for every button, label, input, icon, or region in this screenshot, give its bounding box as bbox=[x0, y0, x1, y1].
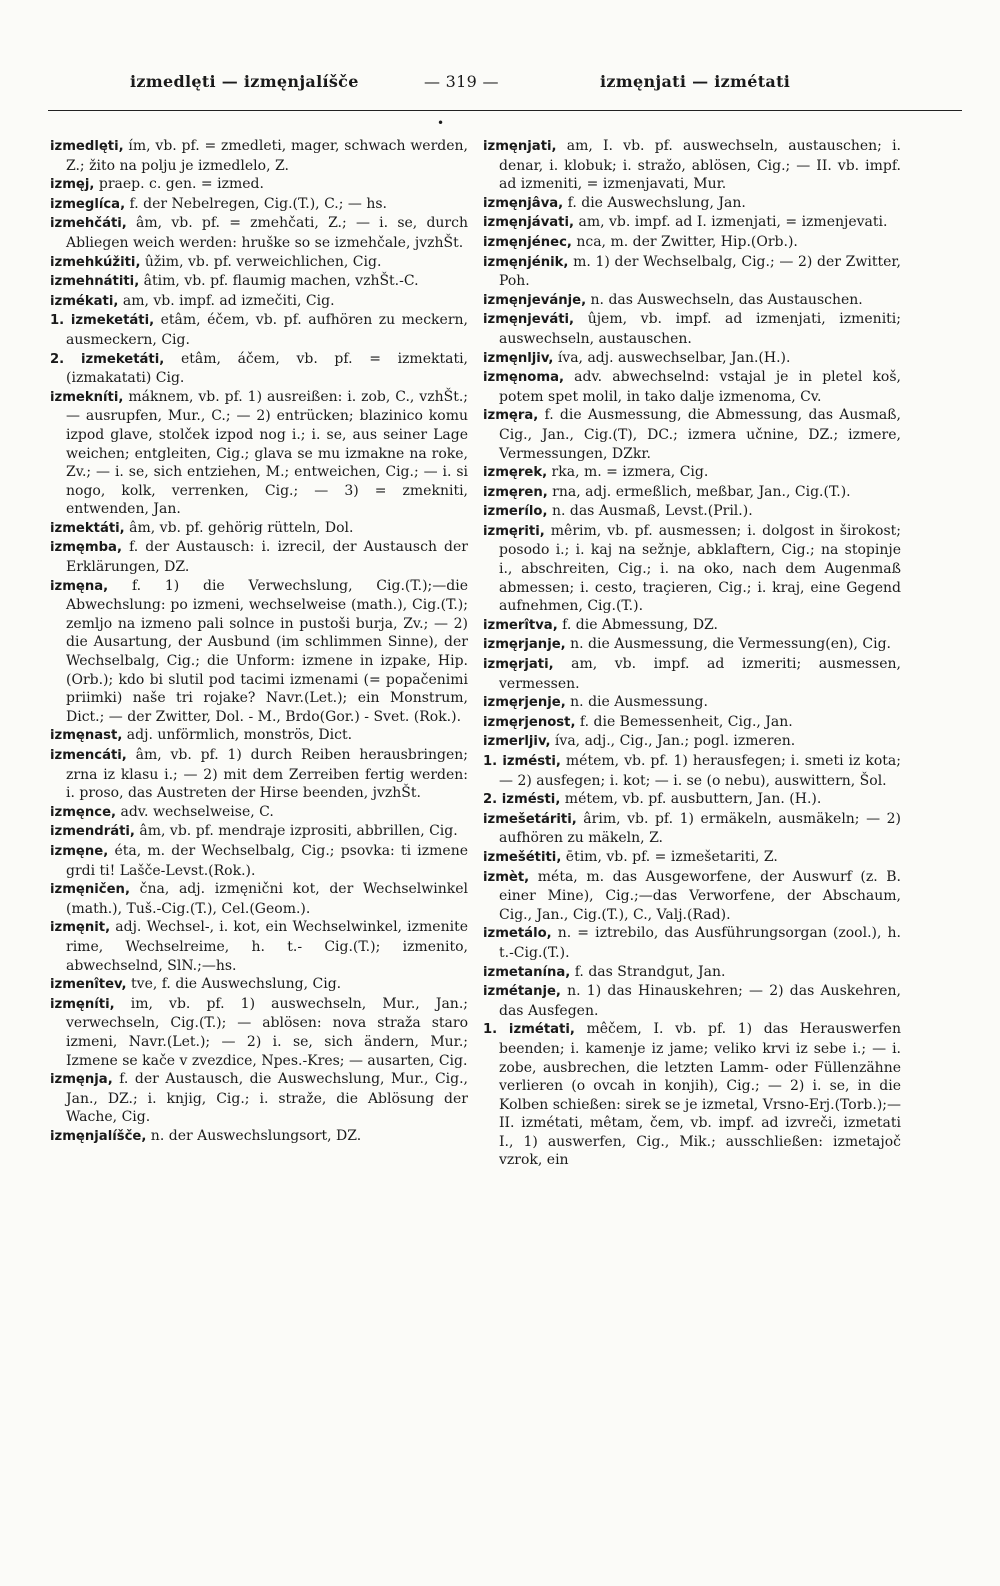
dictionary-entry bbox=[483, 848, 901, 868]
entry-definition: âm, vb. pf. gehörig rütteln, Dol. bbox=[124, 519, 354, 536]
dictionary-entry bbox=[50, 995, 468, 1070]
entry-headword: izmehnátiti, bbox=[50, 274, 140, 290]
dictionary-entry bbox=[483, 463, 901, 483]
entry-definition: adv. abwechselnd: vstajal je in pletel koš, potem spet molil, in tako dalje izmenoma, Cv. bbox=[499, 369, 901, 405]
entry-definition: n. der Auswechslungsort, DZ. bbox=[146, 1127, 362, 1144]
entry-headword: 1. izmésti, bbox=[483, 754, 561, 769]
header-rule bbox=[48, 110, 962, 111]
entry-definition: n. die Ausmessung, die Vermessung(en), Cig. bbox=[565, 636, 891, 653]
dictionary-entry bbox=[50, 842, 468, 880]
dictionary-entry bbox=[50, 195, 468, 215]
entry-definition: métem, vb. pf. 1) herausfegen; i. smeti iz kota; — 2) ausfegen; i. kot; — i. se (o nebu), auswittern, Šol. bbox=[499, 753, 901, 789]
entry-headword: izmęrek, bbox=[483, 465, 548, 481]
entry-headword: izmęničen, bbox=[50, 882, 130, 898]
dictionary-entry bbox=[483, 868, 901, 925]
entry-headword: izmęnjati, bbox=[483, 139, 557, 154]
dictionary-entry bbox=[483, 963, 901, 983]
entry-definition: ētim, vb. pf. = izmešetariti, Z. bbox=[561, 848, 778, 865]
entry-definition: n. die Ausmessung. bbox=[565, 694, 708, 711]
entry-definition: éta, m. der Wechselbalg, Cig.; psovka: ti izmene grdi ti! Lašče-Levst.(Rok.). bbox=[66, 842, 468, 879]
dictionary-entry bbox=[50, 214, 468, 252]
entry-definition: méta, m. das Ausgeworfene, der Auswurf (z. B. einer Mine), Cig.;—das Verworfene, der Abschaum, Cig., Jan., Cig.(T.), C., Valj.(Rad). bbox=[499, 868, 901, 923]
bullet-mark: • bbox=[437, 116, 445, 130]
dictionary-entry bbox=[50, 880, 468, 918]
entry-headword: izmehkúžiti, bbox=[50, 254, 141, 270]
dictionary-entry bbox=[50, 726, 468, 746]
dictionary-entry bbox=[50, 803, 468, 823]
entry-headword: izmęne, bbox=[50, 843, 109, 859]
dictionary-entry bbox=[483, 502, 901, 522]
entry-headword: 1. izmeketáti, bbox=[50, 313, 155, 329]
entry-headword: izmęnit, bbox=[50, 920, 111, 936]
entry-definition: n. = iztrebilo, das Ausführungsorgan (zool.), h. t.-Cig.(T.). bbox=[499, 925, 901, 961]
entry-definition: âtim, vb. pf. flaumig machen, vzhŠt.-C. bbox=[139, 273, 419, 290]
entry-headword: izmęnjâva, bbox=[483, 195, 564, 211]
header-left-guide-words: izmedlęti — izmęnjalíšče bbox=[130, 72, 359, 91]
dictionary-entry bbox=[483, 406, 901, 463]
entry-definition: am, vb. impf. ad izmeriti; ausmessen, vermessen. bbox=[499, 656, 901, 692]
entry-definition: n. das Ausmaß, Levst.(Pril.). bbox=[547, 503, 753, 520]
dictionary-entry bbox=[50, 311, 468, 349]
entry-headword: izmęnljiv, bbox=[483, 350, 554, 366]
entry-headword: izmęníti, bbox=[50, 996, 115, 1012]
entry-headword: izmęrjenost, bbox=[483, 714, 576, 730]
entry-headword: izmerîtva, bbox=[483, 617, 558, 633]
dictionary-entry bbox=[483, 253, 901, 291]
entry-definition: praep. c. gen. = izmed. bbox=[94, 176, 264, 193]
entry-headword: izmencáti, bbox=[50, 748, 127, 763]
entry-headword: izmerílo, bbox=[483, 504, 548, 520]
entry-headword: izmęj, bbox=[50, 177, 95, 193]
dictionary-entry bbox=[483, 616, 901, 636]
entry-definition: čna, adj. izmęnični kot, der Wechselwinkel (math.), Tuš.-Cig.(T.), Cel.(Geom.). bbox=[66, 881, 468, 917]
entry-definition: etâm, áčem, vb. pf. = izmektati, (izmakatati) Cig. bbox=[66, 350, 469, 387]
entry-definition: ûžim, vb. pf. verweichlichen, Cig. bbox=[140, 253, 382, 270]
entry-headword: izmendráti, bbox=[50, 824, 135, 840]
entry-definition: máknem, vb. pf. 1) ausreißen: i. zob, C., vzhŠt.; — ausrupfen, Mur., C.; — 2) entrücken; blazinico komu izpod glave, stolček izpod nog i.; i. se, aus seiner Lage weichen; entgleiten, Cig.; glava se mu izmakne na roke, Zv.; — i. se, sich entziehen, M.; entweichen, Cig.; — i. si nogo, kolk, verrenken, Cig.; — 3) = zmekniti, entwenden, Jan. bbox=[66, 388, 468, 518]
entry-definition: am, vb. impf. ad izmečiti, Cig. bbox=[118, 292, 335, 309]
dictionary-entry bbox=[483, 483, 901, 503]
entry-headword: izmęra, bbox=[483, 408, 539, 424]
dictionary-entry bbox=[483, 732, 901, 752]
entry-headword: 1. izmétati, bbox=[483, 1022, 575, 1038]
entry-headword: izmęriti, bbox=[483, 523, 545, 539]
entry-headword: izmęnjénik, bbox=[483, 254, 569, 270]
dictionary-entry bbox=[50, 292, 468, 312]
entry-definition: rna, adj. ermeßlich, meßbar, Jan., Cig.(T.). bbox=[547, 483, 851, 500]
right-column bbox=[483, 137, 901, 1170]
entry-headword: izmęnja, bbox=[50, 1072, 113, 1088]
dictionary-entry bbox=[50, 822, 468, 842]
dictionary-entry bbox=[483, 349, 901, 369]
entry-definition: íva, adj., Cig., Jan.; pogl. izmeren. bbox=[550, 733, 796, 750]
dictionary-entry bbox=[50, 1070, 468, 1127]
entry-definition: am, I. vb. pf. auswechseln, austauschen; i. denar, i. klobuk; i. stražo, ablösen, Cig.; — II. vb. impf. ad izmeniti, = izmenjavati, Mur. bbox=[499, 138, 901, 193]
entry-headword: izmęrjenje, bbox=[483, 695, 566, 711]
entry-definition: âm, vb. pf. 1) durch Reiben herausbringen; zrna iz klasu i.; — 2) mit dem Zerreiben fertig werden: i. proso, das Austreten der Hirse beenden, jvzhŠt. bbox=[66, 747, 468, 802]
entry-headword: izmenîtev, bbox=[50, 977, 127, 993]
entry-headword: izmęna, bbox=[50, 578, 109, 594]
entry-definition: mêčem, I. vb. pf. 1) das Herauswerfen beenden; i. kamenje iz jame; veliko krvi iz sebe i.; — i. zobe, ausbrechen, die letzten Lamm- oder Füllenzähne verlieren (o ovcah in konjih), Cig.; — 2) i. se, in die Kolben schießen: sirek se je izmetal, Vrsno-Erj.(Torb.);—II. izmétati, mêtam, čem, vb. impf. ad izvreči, izmetati I., 1) auswerfen, Cig., Mik.; ausschließen: izmetajoč vzrok, ein bbox=[499, 1021, 901, 1169]
dictionary-entry bbox=[483, 713, 901, 733]
entry-headword: izmétanje, bbox=[483, 984, 561, 1000]
entry-headword: izmęnjevánje, bbox=[483, 292, 587, 308]
entry-headword: izmektáti, bbox=[50, 520, 125, 536]
dictionary-entry bbox=[50, 746, 468, 803]
page-header bbox=[0, 72, 1000, 102]
entry-headword: izmęrjanje, bbox=[483, 637, 566, 653]
entry-headword: izmęnjávati, bbox=[483, 215, 575, 231]
dictionary-entry bbox=[50, 975, 468, 995]
left-column bbox=[50, 137, 468, 1146]
entry-definition: íva, adj. auswechselbar, Jan.(H.). bbox=[553, 349, 791, 366]
entry-definition: f. der Nebelregen, Cig.(T.), C.; — hs. bbox=[125, 195, 388, 212]
dictionary-entry bbox=[483, 194, 901, 214]
dictionary-entry bbox=[50, 918, 468, 975]
dictionary-entry bbox=[483, 693, 901, 713]
entry-definition: rka, m. = izmera, Cig. bbox=[547, 464, 709, 481]
entry-definition: etâm, éčem, vb. pf. aufhören zu meckern, ausmeckern, Cig. bbox=[66, 312, 468, 348]
dictionary-entry bbox=[50, 175, 468, 195]
entry-headword: izmešetáriti, bbox=[483, 811, 577, 827]
entry-definition: âm, vb. pf. = zmehčati, Z.; — i. se, durch Abliegen weich werden: hruške so se izmehčale, jvzhŠt. bbox=[66, 215, 468, 251]
entry-definition: f. die Ausmessung, die Abmessung, das Ausmaß, Cig., Jan., Cig.(T), DC.; izmera učnine, DZ.; izmere, Vermessungen, DZkr. bbox=[499, 407, 901, 462]
entry-definition: f. 1) die Verwechslung, Cig.(T.);—die Abwechslung: po izmeni, wechselweise (math.), Cig.(T.); zemljo na izmeno pali solnce in pustoši burja, Zv.; — 2) die Ausartung, der Ausbund (im schlimmen Sinne), der Wechselbalg, Cig.; die Unform: izmene in izpake, Hip.(Orb.); kdo bi slutil pod tacimi izmenami (= popačenimi priimki) naše tri rojake? Navr.(Let.); ein Monstrum, Dict.; — der Zwitter, Dol. - M., Brdo(Gor.) - Svet. (Rok.). bbox=[66, 577, 468, 725]
entry-headword: izmęnce, bbox=[50, 804, 117, 820]
entry-definition: f. der Austausch, die Auswechslung, Mur., Cig., Jan., DZ.; i. knjig, Cig.; i. straže, die Ablösung der Wache, Cig. bbox=[66, 1071, 468, 1126]
dictionary-entry bbox=[483, 810, 901, 848]
dictionary-entry bbox=[483, 924, 901, 962]
dictionary-entry bbox=[483, 655, 901, 693]
entry-definition: métem, vb. pf. ausbuttern, Jan. (H.). bbox=[560, 791, 822, 808]
entry-definition: adv. wechselweise, C. bbox=[116, 803, 274, 820]
dictionary-entry bbox=[483, 1020, 901, 1170]
entry-headword: izmetálo, bbox=[483, 926, 552, 942]
entry-headword: izmékati, bbox=[50, 293, 119, 309]
dictionary-entry bbox=[483, 368, 901, 406]
dictionary-entry bbox=[483, 310, 901, 348]
entry-definition: adj. Wechsel-, i. kot, ein Wechselwinkel, izmenite rime, Wechselreime, h. t.- Cig.(T.); izmenito, abwechselnd, SlN.;—hs. bbox=[66, 919, 468, 974]
dictionary-entry bbox=[50, 1127, 468, 1147]
dictionary-entry bbox=[50, 577, 468, 727]
dictionary-entry bbox=[50, 388, 468, 519]
header-right-guide-words: izmęnjati — izmétati bbox=[600, 72, 791, 91]
dictionary-entry bbox=[483, 635, 901, 655]
dictionary-entry bbox=[483, 790, 901, 810]
entry-headword: izmęnast, bbox=[50, 728, 123, 744]
entry-definition: mêrim, vb. pf. ausmessen; i. dolgost in širokost; posodo i.; i. kaj na sežnje, abklaftern, Cig.; na stopinje i., abschreiten, Cig.; i. na oko, nach dem Augenmaß abmessen; i. cesto, traçieren, Cig.; i. kraj, eine Gegend aufnehmen, Cig.(T.). bbox=[499, 522, 901, 615]
entry-headword: izmęnoma, bbox=[483, 370, 564, 386]
dictionary-entry bbox=[50, 519, 468, 539]
dictionary-entry bbox=[50, 137, 468, 175]
entry-headword: izmęren, bbox=[483, 484, 548, 500]
entry-definition: f. die Abmessung, DZ. bbox=[557, 616, 718, 633]
entry-definition: im, vb. pf. 1) auswechseln, Mur., Jan.; verwechseln, Cig.(T.); — ablösen: nova straža staro izmeni, Navr.(Let.); — 2) i. se, sich ändern, Mur.; Izmene se kače v zvezdice, Npes.-Kres; — ausarten, Cig. bbox=[66, 995, 468, 1069]
entry-definition: ârim, vb. pf. 1) ermäkeln, ausmäkeln; — 2) aufhören zu mäkeln, Z. bbox=[499, 810, 901, 847]
entry-definition: tve, f. die Auswechslung, Cig. bbox=[126, 976, 342, 993]
entry-definition: nca, m. der Zwitter, Hip.(Orb.). bbox=[571, 233, 798, 250]
entry-headword: izmešétiti, bbox=[483, 849, 562, 865]
dictionary-entry bbox=[483, 291, 901, 311]
entry-definition: ím, vb. pf. = zmedleti, mager, schwach werden, Z.; žito na polju je izmedlelo, Z. bbox=[66, 138, 468, 174]
entry-definition: âm, vb. pf. mendraje izprositi, abbrillen, Cig. bbox=[134, 823, 458, 840]
entry-definition: f. das Strandgut, Jan. bbox=[570, 963, 726, 980]
entry-definition: adj. unförmlich, monströs, Dict. bbox=[122, 727, 353, 744]
entry-headword: 2. izmésti, bbox=[483, 792, 561, 808]
entry-headword: izmèt, bbox=[483, 869, 530, 885]
entry-headword: 2. izmeketáti, bbox=[50, 351, 165, 367]
entry-headword: izmęnjénec, bbox=[483, 234, 572, 250]
entry-headword: izmedlęti, bbox=[50, 139, 124, 154]
dictionary-entry bbox=[483, 522, 901, 616]
dictionary-entry bbox=[483, 982, 901, 1020]
page-number: — 319 — bbox=[424, 72, 499, 91]
entry-definition: f. die Auswechslung, Jan. bbox=[563, 194, 746, 211]
entry-headword: izmęmba, bbox=[50, 540, 122, 556]
dictionary-entry bbox=[50, 538, 468, 576]
entry-headword: izmęnjeváti, bbox=[483, 312, 575, 328]
dictionary-entry bbox=[50, 253, 468, 273]
entry-definition: am, vb. impf. ad I. izmenjati, = izmenjevati. bbox=[574, 214, 888, 231]
dictionary-entry bbox=[483, 233, 901, 253]
entry-headword: izmetanína, bbox=[483, 964, 571, 980]
dictionary-entry bbox=[50, 350, 468, 388]
entry-definition: ûjem, vb. impf. ad izmenjati, izmeniti; auswechseln, austauschen. bbox=[499, 311, 901, 347]
dictionary-entry bbox=[50, 272, 468, 292]
entry-headword: izmekníti, bbox=[50, 389, 124, 405]
dictionary-entry bbox=[483, 213, 901, 233]
entry-definition: n. das Auswechseln, das Austauschen. bbox=[586, 291, 863, 308]
dictionary-entry bbox=[483, 137, 901, 194]
entry-headword: izmeglíca, bbox=[50, 196, 126, 212]
entry-headword: izmęnjalíšče, bbox=[50, 1128, 147, 1144]
entry-definition: m. 1) der Wechselbalg, Cig.; — 2) der Zwitter, Poh. bbox=[499, 253, 901, 290]
entry-definition: n. 1) das Hinauskehren; — 2) das Auskehren, das Ausfegen. bbox=[499, 983, 901, 1019]
entry-definition: f. der Austausch: i. izrecil, der Austausch der Erklärungen, DZ. bbox=[66, 539, 468, 576]
entry-headword: izmęrjati, bbox=[483, 657, 554, 673]
entry-headword: izmehčáti, bbox=[50, 216, 127, 232]
dictionary-entry bbox=[483, 752, 901, 790]
entry-headword: izmerljiv, bbox=[483, 734, 551, 750]
entry-definition: f. die Bemessenheit, Cig., Jan. bbox=[575, 713, 793, 730]
